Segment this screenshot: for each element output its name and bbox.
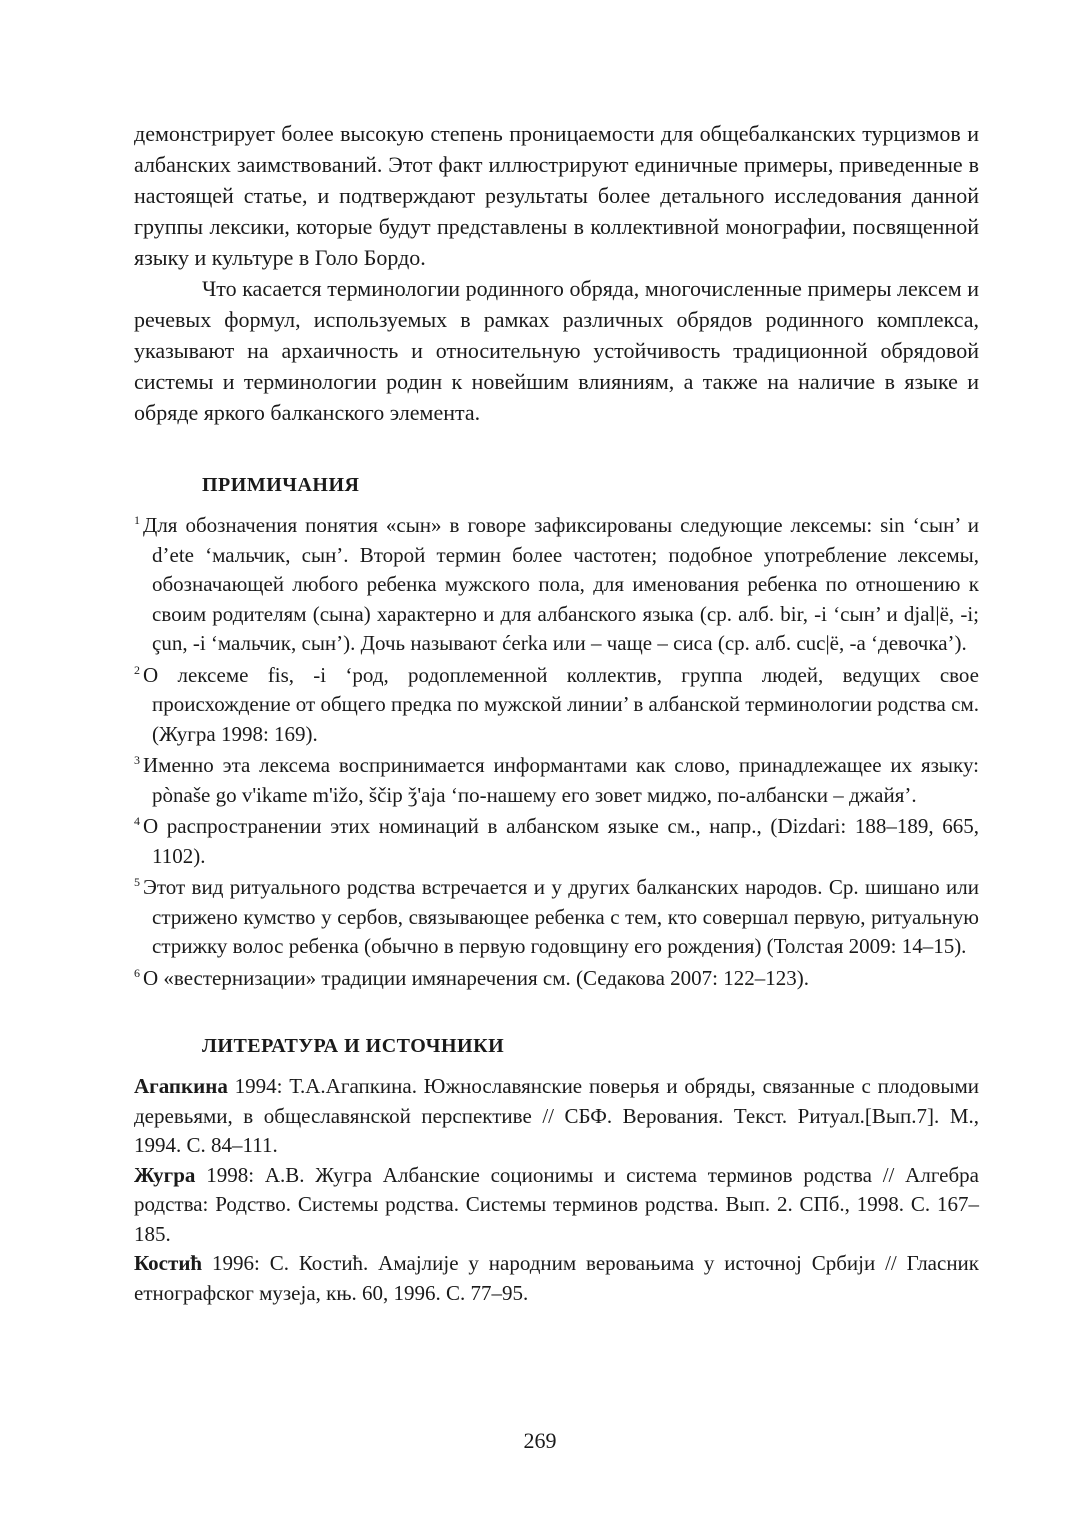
page-number: 269: [523, 1428, 557, 1453]
body-paragraph-2: Что касается терминологии родинного обряда, многочисленные примеры лексем и речевых формул, используемых в рамках различных обрядов родинного комплекса, указывают на архаичность и относительную устойчивость традиционной обрядовой системы и терминологии родин к новейшим влияниям, а также на наличие в языке и обряде яркого балканского элемента.: [134, 276, 979, 425]
notes-list: [134, 511, 979, 993]
reference-text: 1998: А.В. Жугра Албанские соционимы и система терминов родства // Алгебра родства: Родство. Системы родства. Системы терминов родства. Вып. 2. СПб., 1998. С. 167–185.: [134, 1162, 979, 1246]
note-item: [134, 751, 979, 810]
note-number: 3: [134, 753, 140, 767]
note-item: [134, 873, 979, 962]
note-text: О лексеме fis, -i ‘род, родоплеменной коллектив, группа людей, ведущих свое происхождение от общего предка по мужской линии’ в албанской терминологии родства см. (Жугра 1998: 169).: [143, 662, 979, 746]
note-number: 2: [134, 662, 140, 677]
reference-entry: [134, 1072, 979, 1161]
note-number: 5: [134, 875, 140, 889]
page-content: [134, 118, 979, 1308]
note-text: Для обозначения понятия «сын» в говоре зафиксированы следующие лексемы: sin ‘сын’ и d’ete ‘мальчик, сын’. Второй термин более частотен; подобное употребление лексемы, обозначающей любого ребенка мужского пола, для именования ребенка по отношению к своим родителям (сына) характерно и для албанского языка (ср. алб. bir, -i ‘сын’ и djal|ë, -i; çun, -i ‘мальчик, сын’). Дочь называют ćerka или – чаще – cиса (ср. алб. cuc|ë, -a ‘девочка’).: [143, 513, 979, 655]
note-item: [134, 964, 979, 994]
body-paragraph-1: демонстрирует более высокую степень проницаемости для общебалканских турцизмов и албанских заимствований. Этот факт иллюстрируют единичные примеры, приведенные в настоящей статье, и подтверждают результаты более детального исследования данной группы лексики, которые будут представлены в коллективной монографии, посвященной языку и культуре в Голо Бордо.: [134, 121, 979, 270]
note-text: Этот вид ритуального родства встречается и у других балканских народов. Ср. шишано или стрижено кумство у сербов, связывающее ребенка с тем, кто совершал первую, ритуальную стрижку волос ребенка (обычно в первую годовщину его рождения) (Толстая 2009: 14–15).: [143, 875, 979, 958]
note-number: 1: [134, 513, 140, 527]
reference-entry: [134, 1161, 979, 1250]
reference-author: Жугра: [134, 1162, 196, 1187]
references-heading: ЛИТЕРАТУРА И ИСТОЧНИКИ: [202, 1035, 505, 1057]
reference-author: Костић: [134, 1251, 203, 1275]
note-item: [134, 812, 979, 871]
reference-text: 1994: Т.А.Агапкина. Южнославянские поверья и обряды, связанные с плодовыми деревьями, в общеславянской перспективе // СБФ. Верования. Текст. Ритуал.[Вып.7]. М., 1994. С. 84–111.: [134, 1074, 979, 1157]
references-list: [134, 1072, 979, 1308]
notes-heading: ПРИМИЧАНИЯ: [202, 474, 360, 496]
note-text: О «вестернизации» традиции имянаречения см. (Седакова 2007: 122–123).: [143, 965, 809, 990]
note-number: 4: [134, 814, 140, 828]
reference-entry: [134, 1249, 979, 1308]
note-item: [134, 661, 979, 750]
note-item: [134, 511, 979, 659]
reference-author: Агапкина: [134, 1074, 228, 1098]
reference-text: 1996: С. Костић. Амајлије у народним веровањима у источној Србији // Гласник етнографског музеја, књ. 60, 1996. С. 77–95.: [134, 1251, 979, 1305]
note-number: 6: [134, 965, 140, 980]
note-text: О распространении этих номинаций в албанском языке см., напр., (Dizdari: 188–189, 665, 1102).: [143, 814, 979, 868]
note-text: Именно эта лексема воспринимается информантами как слово, принадлежащее их языку: pònaše go v'ikame m'ižo, ščip ǯ'aja ‘по-нашему его зовет миджо, по-албански – джайя’.: [143, 753, 979, 807]
